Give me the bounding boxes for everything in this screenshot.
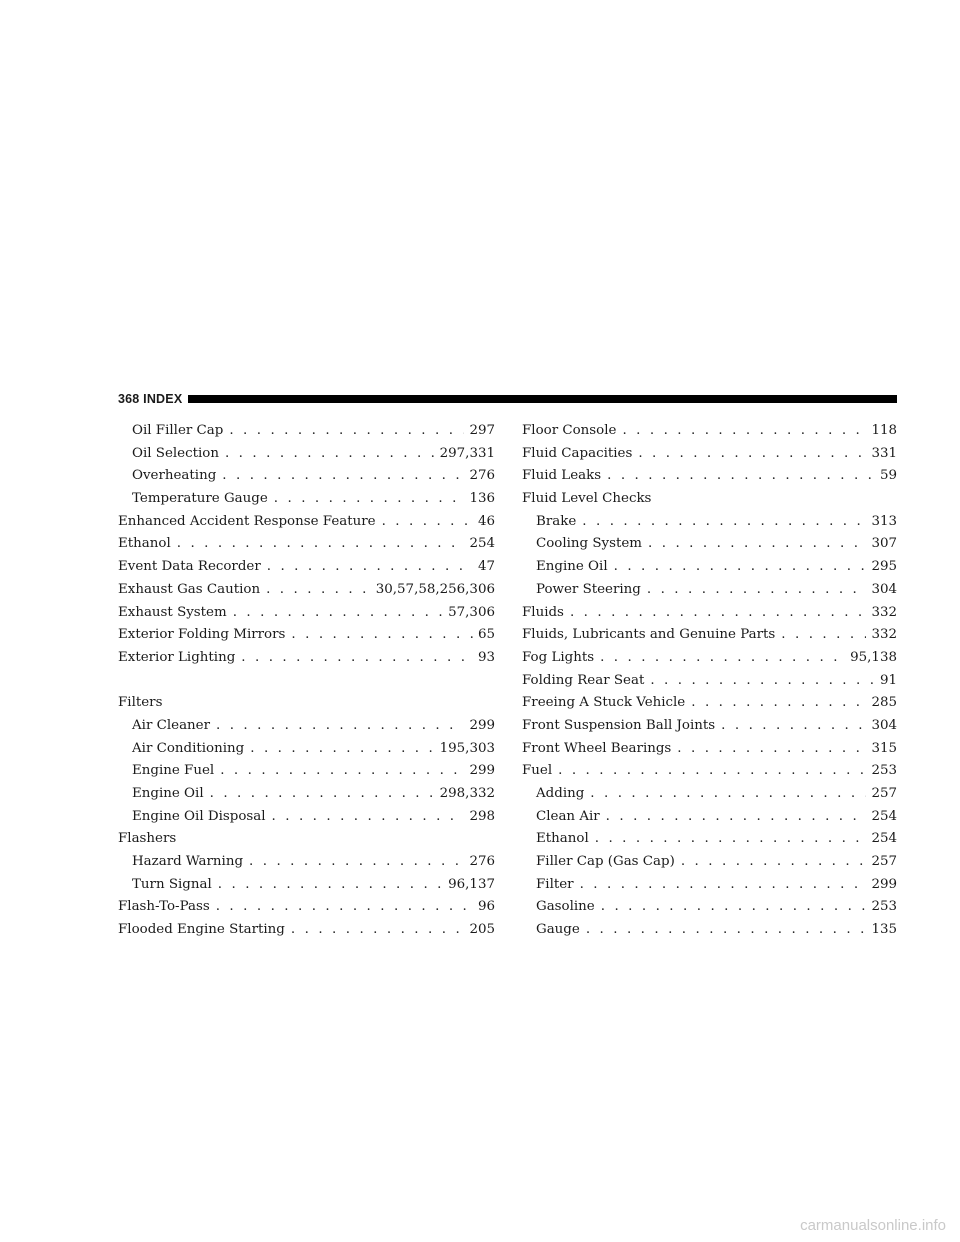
- index-entry: [118, 851, 495, 874]
- index-entry: [522, 533, 897, 556]
- index-entry: [118, 715, 495, 738]
- dot-leader: [241, 647, 473, 670]
- dot-leader: [586, 919, 867, 942]
- dot-leader: [601, 896, 867, 919]
- index-page-ref: 285: [871, 695, 897, 711]
- index-page-ref: 297: [469, 423, 495, 438]
- index-page-ref: 299: [871, 876, 897, 892]
- dot-leader: [638, 443, 866, 466]
- index-term: Engine Oil: [132, 786, 204, 801]
- index-term: Cooling System: [536, 536, 643, 552]
- index-term: Exhaust System: [118, 604, 227, 620]
- index-entry: [118, 647, 495, 670]
- header-rule: [188, 395, 897, 403]
- dot-leader: [558, 760, 866, 783]
- dot-leader: [218, 874, 443, 897]
- header-label: [118, 392, 188, 406]
- index-page-ref: 95,138: [850, 649, 897, 665]
- index-page-ref: 254: [871, 808, 897, 824]
- index-page-ref: 46: [477, 513, 495, 529]
- index-entry: [522, 624, 897, 647]
- index-term: Freeing A Stuck Vehicle: [522, 695, 686, 711]
- index-term: Filter: [536, 876, 574, 892]
- index-page-ref: 315: [871, 740, 897, 756]
- dot-leader: [274, 488, 465, 511]
- index-term: Fluids, Lubricants and Genuine Parts: [522, 627, 776, 643]
- index-entry: [522, 806, 897, 829]
- index-entry: [522, 602, 897, 625]
- index-entry: [522, 715, 897, 738]
- dot-leader: [595, 828, 867, 851]
- index-term: Gasoline: [536, 899, 595, 915]
- dot-leader: [721, 715, 866, 738]
- dot-leader: [249, 851, 464, 874]
- index-page-ref: 254: [469, 536, 495, 552]
- index-term: Engine Fuel: [132, 763, 215, 779]
- index-term: Ethanol: [118, 536, 171, 552]
- index-entry: [118, 828, 495, 851]
- index-term: Oil Selection: [132, 445, 219, 461]
- dot-leader: [210, 783, 435, 806]
- index-term: Adding: [536, 786, 585, 801]
- dot-leader: [266, 579, 371, 602]
- dot-leader: [291, 624, 473, 647]
- index-page-ref: 136: [469, 491, 495, 507]
- index-entry: [118, 624, 495, 647]
- index-spacer: [118, 670, 495, 693]
- index-page-ref: 96,137: [448, 876, 495, 892]
- index-entry: [522, 738, 897, 761]
- dot-leader: [781, 624, 866, 647]
- index-entry: [118, 443, 495, 466]
- index-entry: [118, 783, 495, 806]
- index-entry: [522, 783, 897, 806]
- index-term: Ethanol: [536, 831, 589, 847]
- index-term: Fuel: [522, 763, 553, 779]
- index-term: Front Suspension Ball Joints: [522, 717, 716, 733]
- index-term: Oil Filler Cap: [132, 423, 224, 438]
- index-term: Gauge: [536, 922, 580, 938]
- index-entry: [522, 896, 897, 919]
- index-entry: [118, 738, 495, 761]
- index-term: Exhaust Gas Caution: [118, 581, 261, 597]
- index-page-ref: 257: [871, 786, 897, 801]
- dot-leader: [222, 465, 464, 488]
- index-entry: [522, 465, 897, 488]
- index-term: Folding Rear Seat: [522, 672, 645, 688]
- index-page-ref: 205: [469, 922, 495, 938]
- index-term: Filler Cap (Gas Cap): [536, 854, 675, 870]
- index-page-ref: 57,306: [448, 604, 495, 620]
- dot-leader: [216, 715, 464, 738]
- dot-leader: [648, 533, 866, 556]
- index-entry: [522, 851, 897, 874]
- dot-leader: [272, 806, 465, 829]
- dot-leader: [225, 443, 435, 466]
- index-page-ref: 276: [469, 854, 495, 870]
- index-entry: [522, 488, 897, 511]
- index-page-ref: 135: [871, 922, 897, 938]
- index-column-left: [118, 420, 495, 942]
- index-term: Hazard Warning: [132, 854, 244, 870]
- index-term: Temperature Gauge: [132, 491, 268, 507]
- dot-leader: [250, 738, 434, 761]
- dot-leader: [647, 579, 867, 602]
- index-page-ref: 313: [871, 513, 897, 529]
- dot-leader: [570, 602, 867, 625]
- index-entry: [118, 760, 495, 783]
- index-page-ref: 257: [871, 854, 897, 870]
- index-term: Clean Air: [536, 808, 600, 824]
- page-header: [118, 391, 897, 407]
- index-entry: [522, 919, 897, 942]
- dot-leader: [614, 556, 867, 579]
- index-term: Overheating: [132, 468, 217, 484]
- index-term: Air Conditioning: [132, 740, 245, 756]
- index-page-ref: 118: [871, 423, 897, 438]
- dot-leader: [382, 511, 473, 534]
- index-term: Exterior Lighting: [118, 649, 236, 665]
- index-entry: [522, 692, 897, 715]
- index-page-ref: 298,332: [439, 786, 495, 801]
- dot-leader: [622, 420, 866, 443]
- index-page-ref: 299: [469, 763, 495, 779]
- index-entry: [118, 692, 495, 715]
- index-term: Air Cleaner: [132, 717, 210, 733]
- index-page-ref: 307: [871, 536, 897, 552]
- index-page-ref: 299: [469, 717, 495, 733]
- dot-leader: [681, 851, 867, 874]
- index-term: Fog Lights: [522, 649, 595, 665]
- index-entry: [522, 420, 897, 443]
- dot-leader: [177, 533, 465, 556]
- index-term: Engine Oil: [536, 559, 608, 575]
- index-term: Fluids: [522, 604, 564, 620]
- dot-leader: [606, 806, 867, 829]
- watermark: carmanualsonline.info: [800, 1217, 946, 1234]
- index-entry: [118, 533, 495, 556]
- index-entry: [118, 806, 495, 829]
- index-entry: [522, 874, 897, 897]
- index-entry: [118, 919, 495, 942]
- index-term: Exterior Folding Mirrors: [118, 627, 286, 643]
- index-page-ref: 297,331: [439, 445, 495, 461]
- index-entry: [118, 896, 495, 919]
- index-page-ref: 93: [477, 649, 495, 665]
- index-term: Power Steering: [536, 581, 641, 597]
- index-page-ref: 304: [871, 717, 897, 733]
- page-number: 368: [118, 392, 140, 406]
- dot-leader: [220, 760, 464, 783]
- index-page-ref: 59: [879, 468, 897, 484]
- dot-leader: [590, 783, 866, 806]
- index-entry: [118, 488, 495, 511]
- dot-leader: [216, 896, 473, 919]
- dot-leader: [600, 647, 845, 670]
- index-entry: [522, 556, 897, 579]
- dot-leader: [650, 670, 875, 693]
- index-page-ref: 295: [871, 559, 897, 575]
- index-entry: [118, 874, 495, 897]
- dot-leader: [291, 919, 465, 942]
- index-page-ref: 332: [871, 627, 897, 643]
- index-page-ref: 96: [477, 899, 495, 915]
- index-column-right: [522, 420, 897, 942]
- index-entry: [118, 556, 495, 579]
- index-term: Flooded Engine Starting: [118, 922, 285, 938]
- index-term: Enhanced Accident Response Feature: [118, 513, 376, 529]
- index-page-ref: 332: [871, 604, 897, 620]
- section-title: INDEX: [143, 392, 183, 406]
- index-entry: [118, 420, 495, 443]
- index-entry: [522, 828, 897, 851]
- index-page-ref: 331: [871, 445, 897, 461]
- index-entry: [118, 511, 495, 534]
- dot-leader: [233, 602, 443, 625]
- index-term: Brake: [536, 513, 577, 529]
- index-page-ref: 253: [871, 899, 897, 915]
- dot-leader: [229, 420, 464, 443]
- dot-leader: [607, 465, 875, 488]
- index-term: Engine Oil Disposal: [132, 808, 266, 824]
- index-page-ref: 298: [469, 808, 495, 824]
- index-entry: [522, 579, 897, 602]
- index-page-ref: 47: [477, 559, 495, 575]
- dot-leader: [580, 874, 867, 897]
- index-page-ref: 276: [469, 468, 495, 484]
- index-entry: [118, 465, 495, 488]
- index-term: Fluid Leaks: [522, 468, 602, 484]
- dot-leader: [582, 511, 866, 534]
- dot-leader: [267, 556, 473, 579]
- index-page-ref: 254: [871, 831, 897, 847]
- index-page-ref: 91: [879, 672, 897, 688]
- dot-leader: [677, 738, 866, 761]
- index-term: Fluid Level Checks: [522, 491, 652, 507]
- index-page-ref: 304: [871, 581, 897, 597]
- index-term: Front Wheel Bearings: [522, 740, 672, 756]
- index-entry: [118, 579, 495, 602]
- index-term: Flash-To-Pass: [118, 899, 210, 915]
- dot-leader: [691, 692, 866, 715]
- index-entry: [118, 602, 495, 625]
- index-entry: [522, 670, 897, 693]
- index-page-ref: 30,57,58,256,306: [375, 581, 495, 597]
- index-term: Floor Console: [522, 423, 617, 438]
- index-entry: [522, 647, 897, 670]
- index-entry: [522, 511, 897, 534]
- index-page-ref: 65: [477, 627, 495, 643]
- index-term: Event Data Recorder: [118, 559, 261, 575]
- index-term: Flashers: [118, 831, 177, 847]
- index-term: Turn Signal: [132, 876, 212, 892]
- index-term: Fluid Capacities: [522, 445, 633, 461]
- index-page-ref: 195,303: [439, 740, 495, 756]
- index-page-ref: 253: [871, 763, 897, 779]
- index-entry: [522, 443, 897, 466]
- index-term: Filters: [118, 695, 163, 711]
- index-entry: [522, 760, 897, 783]
